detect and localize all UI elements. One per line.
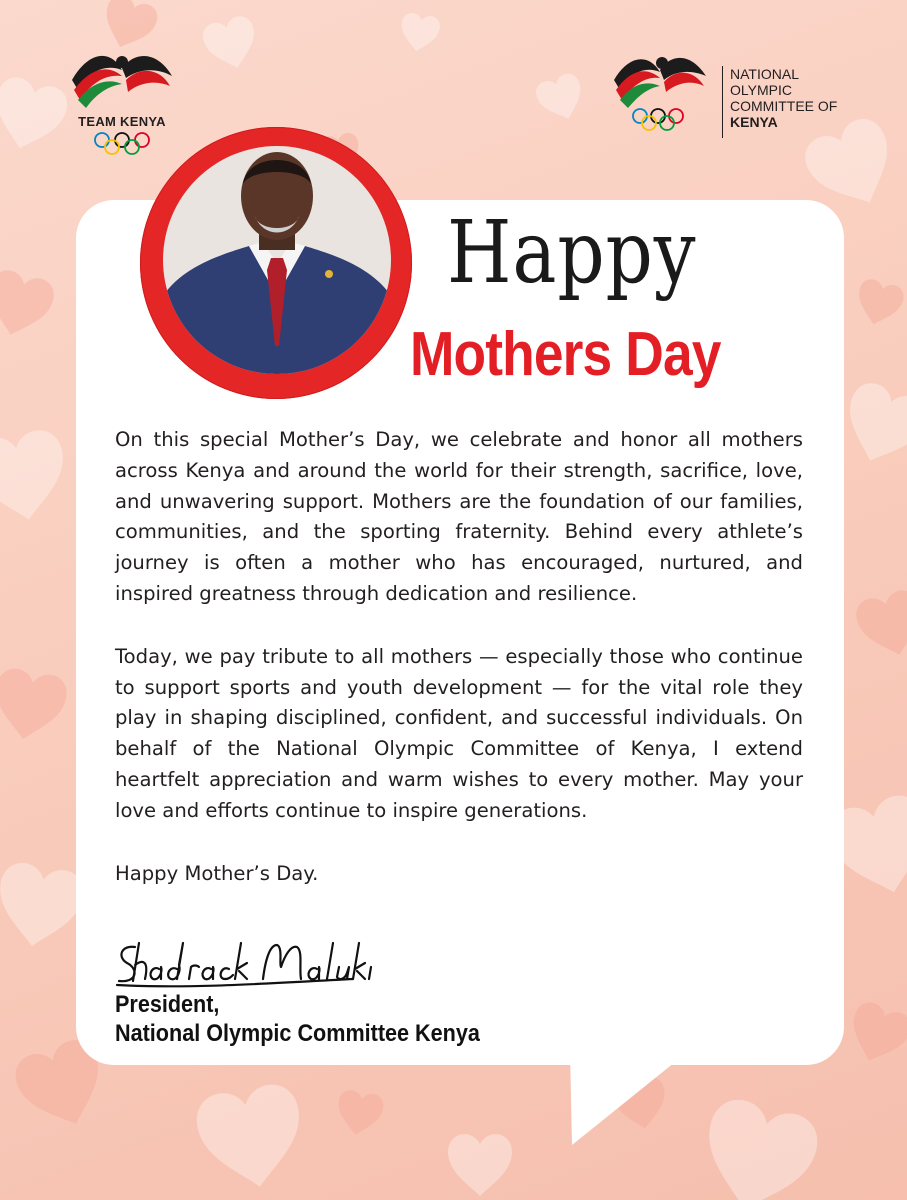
nock-line-1: NATIONAL	[730, 66, 799, 82]
nock-line-2: OLYMPIC	[730, 82, 792, 98]
headline-mothers-day: Mothers Day	[410, 320, 721, 389]
signatory-organization: National Olympic Committee Kenya	[115, 1020, 480, 1047]
message-paragraph-2: Today, we pay tribute to all mothers — especially those who continue to support sports and youth development — for the vital role they play in shaping disciplined, confident, and successful individuals. On behalf of the National Olympic Committee of Kenya, I extend heartfelt appreciation and warm wishes to every mother. May your love and efforts continue to inspire generations.	[115, 644, 803, 822]
signatory-title	[115, 990, 480, 1048]
headline-happy: Happy	[447, 203, 697, 303]
nock-line-3: COMMITTEE OF	[730, 98, 838, 114]
president-photo-icon	[163, 146, 391, 374]
handwritten-signature	[113, 935, 373, 995]
nock-line-4: KENYA	[730, 114, 778, 130]
president-portrait	[163, 146, 391, 374]
team-kenya-label: TEAM KENYA	[78, 114, 166, 129]
message-body	[115, 425, 803, 889]
message-paragraph-3: Happy Mother’s Day.	[115, 861, 319, 885]
message-paragraph-1: On this special Mother’s Day, we celebrate and honor all mothers across Kenya and around the world for their strength, sacrifice, love, and unwavering support. Mothers are the foundation of our families, communities, and the sporting fraternity. Behind every athlete’s journey is often a mother who has encouraged, nurtured, and inspired greatness through dedication and resilience.	[115, 428, 803, 605]
signatory-role: President,	[115, 991, 220, 1018]
